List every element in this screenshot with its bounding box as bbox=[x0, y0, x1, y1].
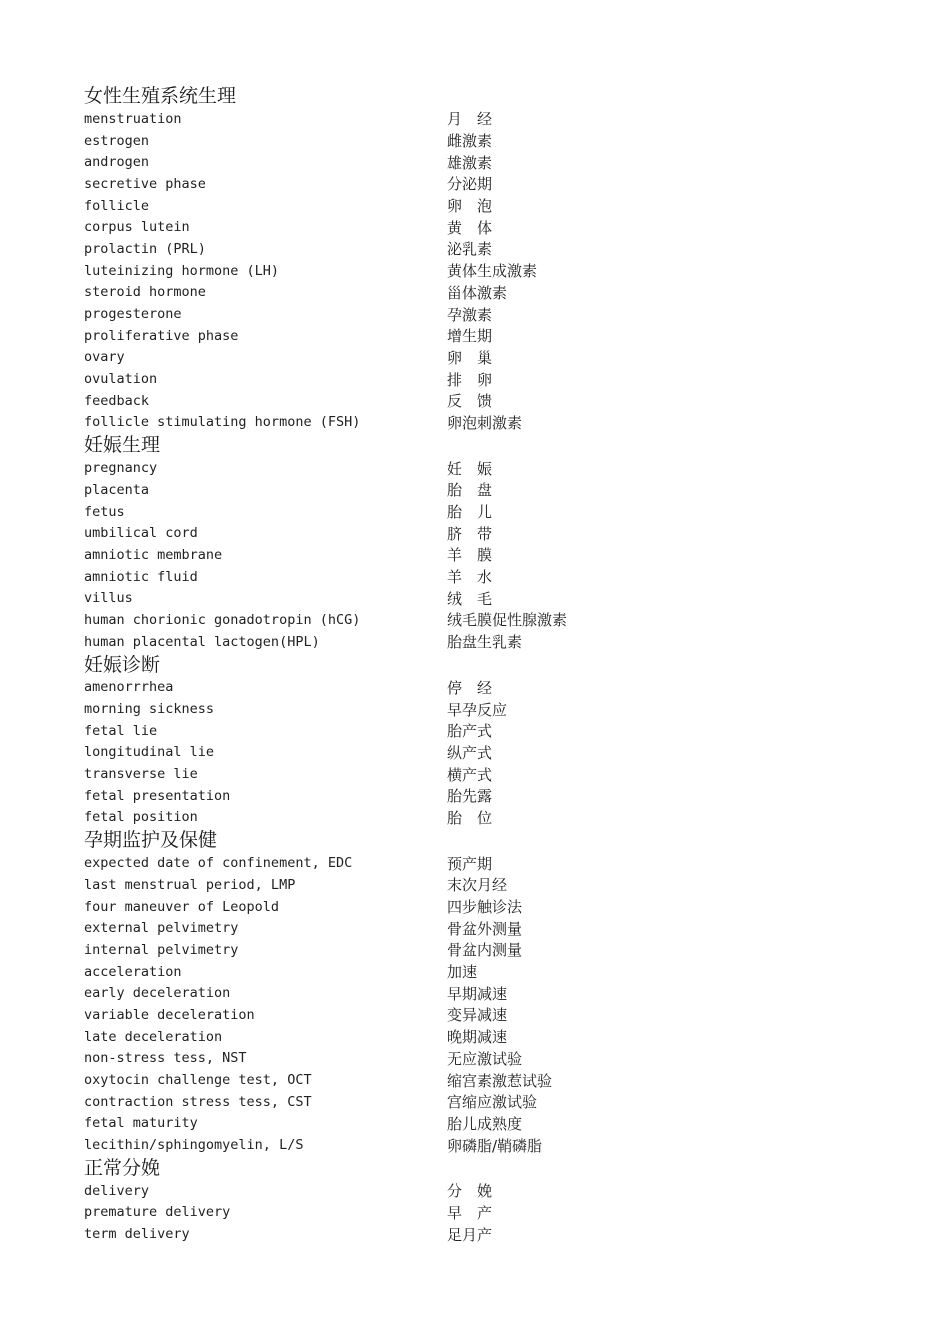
glossary-section bbox=[84, 1156, 884, 1245]
term-row bbox=[84, 1091, 884, 1113]
chinese-term: 无应激试验 bbox=[447, 1049, 523, 1068]
section-title: 妊娠诊断 bbox=[84, 653, 161, 676]
chinese-term: 妊 娠 bbox=[447, 459, 493, 478]
english-term: villus bbox=[84, 590, 133, 607]
section-title: 妊娠生理 bbox=[84, 434, 161, 457]
term-row bbox=[84, 961, 884, 983]
english-term: human placental lactogen(HPL) bbox=[84, 633, 320, 650]
chinese-term: 绒毛膜促性腺激素 bbox=[447, 611, 568, 630]
chinese-term: 早期减速 bbox=[447, 984, 508, 1003]
chinese-term: 加速 bbox=[447, 963, 478, 982]
english-term: delivery bbox=[84, 1182, 150, 1199]
chinese-term: 卵泡刺激素 bbox=[447, 413, 523, 432]
english-term: menstruation bbox=[84, 110, 182, 127]
glossary-section bbox=[84, 828, 884, 1156]
term-row bbox=[84, 216, 884, 238]
english-term: expected date of confinement, EDC bbox=[84, 855, 353, 872]
english-term: secretive phase bbox=[84, 175, 206, 192]
chinese-term: 宫缩应激试验 bbox=[447, 1093, 538, 1112]
chinese-term: 黄体生成激素 bbox=[447, 262, 538, 281]
term-row bbox=[84, 1069, 884, 1091]
english-term: pregnancy bbox=[84, 460, 158, 477]
term-row bbox=[84, 479, 884, 501]
term-row bbox=[84, 763, 884, 785]
term-row bbox=[84, 677, 884, 699]
chinese-term: 黄 体 bbox=[447, 218, 493, 237]
section-title: 女性生殖系统生理 bbox=[84, 85, 237, 107]
chinese-term: 脐 带 bbox=[447, 524, 493, 543]
english-term: progesterone bbox=[84, 306, 182, 323]
english-term: steroid hormone bbox=[84, 284, 206, 301]
term-row bbox=[84, 1202, 884, 1224]
term-row bbox=[84, 917, 884, 939]
english-term: feedback bbox=[84, 392, 150, 409]
english-term: morning sickness bbox=[84, 701, 215, 718]
term-row bbox=[84, 807, 884, 829]
term-row bbox=[84, 238, 884, 260]
chinese-term: 骨盆外测量 bbox=[447, 919, 523, 938]
chinese-term: 增生期 bbox=[447, 327, 493, 346]
chinese-term: 孕激素 bbox=[447, 305, 493, 324]
term-row bbox=[84, 1223, 884, 1245]
chinese-term: 横产式 bbox=[447, 765, 493, 784]
chinese-term: 泌乳素 bbox=[447, 240, 493, 259]
term-row bbox=[84, 609, 884, 631]
term-row bbox=[84, 544, 884, 566]
english-term: estrogen bbox=[84, 132, 150, 149]
term-row bbox=[84, 260, 884, 282]
term-row bbox=[84, 1134, 884, 1156]
term-row bbox=[84, 412, 884, 434]
english-term: lecithin/sphingomyelin, L/S bbox=[84, 1137, 304, 1154]
english-term: fetal presentation bbox=[84, 787, 231, 804]
term-row bbox=[84, 173, 884, 195]
section-title: 正常分娩 bbox=[84, 1156, 161, 1179]
term-row bbox=[84, 130, 884, 152]
term-row bbox=[84, 1004, 884, 1026]
english-term: ovary bbox=[84, 349, 125, 366]
chinese-term: 排 卵 bbox=[447, 370, 493, 389]
chinese-term: 甾体激素 bbox=[447, 283, 508, 302]
english-term: internal pelvimetry bbox=[84, 941, 239, 958]
chinese-term: 足月产 bbox=[447, 1225, 493, 1244]
term-row bbox=[84, 742, 884, 764]
glossary-document bbox=[84, 84, 884, 1245]
chinese-term: 胎盘生乳素 bbox=[447, 633, 523, 652]
chinese-term: 变异减速 bbox=[447, 1006, 508, 1025]
term-row bbox=[84, 195, 884, 217]
chinese-term: 羊 水 bbox=[447, 568, 493, 587]
chinese-term: 雌激素 bbox=[447, 132, 493, 151]
term-row bbox=[84, 566, 884, 588]
chinese-term: 胎儿成熟度 bbox=[447, 1114, 523, 1133]
chinese-term: 末次月经 bbox=[447, 876, 508, 895]
chinese-term: 晚期减速 bbox=[447, 1028, 508, 1047]
term-row bbox=[84, 874, 884, 896]
section-title: 孕期监护及保健 bbox=[84, 829, 218, 852]
english-term: external pelvimetry bbox=[84, 920, 239, 937]
english-term: fetal lie bbox=[84, 722, 158, 739]
english-term: acceleration bbox=[84, 963, 182, 980]
chinese-term: 停 经 bbox=[447, 678, 493, 697]
term-row bbox=[84, 522, 884, 544]
chinese-term: 卵 泡 bbox=[447, 197, 493, 216]
english-term: follicle bbox=[84, 197, 150, 214]
english-term: androgen bbox=[84, 154, 150, 171]
term-row bbox=[84, 982, 884, 1004]
term-row bbox=[84, 368, 884, 390]
chinese-term: 胎产式 bbox=[447, 722, 493, 741]
english-term: ovulation bbox=[84, 371, 158, 388]
english-term: last menstrual period, LMP bbox=[84, 876, 296, 893]
chinese-term: 羊 膜 bbox=[447, 546, 493, 565]
term-row bbox=[84, 1026, 884, 1048]
english-term: amniotic membrane bbox=[84, 546, 223, 563]
english-term: amenorrrhea bbox=[84, 679, 174, 696]
english-term: term delivery bbox=[84, 1226, 190, 1243]
term-row bbox=[84, 852, 884, 874]
chinese-term: 骨盆内测量 bbox=[447, 941, 523, 960]
glossary-section bbox=[84, 84, 884, 433]
term-row bbox=[84, 939, 884, 961]
english-term: longitudinal lie bbox=[84, 744, 215, 761]
chinese-term: 缩宫素激惹试验 bbox=[447, 1071, 553, 1090]
english-term: placenta bbox=[84, 481, 150, 498]
term-row bbox=[84, 631, 884, 653]
term-row bbox=[84, 587, 884, 609]
english-term: transverse lie bbox=[84, 766, 198, 783]
english-term: fetal position bbox=[84, 809, 198, 826]
chinese-term: 纵产式 bbox=[447, 743, 493, 762]
glossary-section bbox=[84, 433, 884, 652]
glossary-section bbox=[84, 653, 884, 829]
chinese-term: 胎 儿 bbox=[447, 503, 493, 522]
term-row bbox=[84, 501, 884, 523]
english-term: fetal maturity bbox=[84, 1115, 198, 1132]
english-term: oxytocin challenge test, OCT bbox=[84, 1072, 312, 1089]
term-row bbox=[84, 698, 884, 720]
chinese-term: 反 馈 bbox=[447, 392, 493, 411]
english-term: amniotic fluid bbox=[84, 568, 198, 585]
english-term: contraction stress tess, CST bbox=[84, 1093, 312, 1110]
english-term: premature delivery bbox=[84, 1204, 231, 1221]
term-row bbox=[84, 108, 884, 130]
english-term: follicle stimulating hormone (FSH) bbox=[84, 414, 361, 431]
chinese-term: 卵 巢 bbox=[447, 348, 493, 367]
english-term: variable deceleration bbox=[84, 1006, 255, 1023]
term-row bbox=[84, 347, 884, 369]
chinese-term: 雄激素 bbox=[447, 153, 493, 172]
term-row bbox=[84, 1180, 884, 1202]
english-term: human chorionic gonadotropin (hCG) bbox=[84, 611, 361, 628]
term-row bbox=[84, 785, 884, 807]
chinese-term: 预产期 bbox=[447, 854, 493, 873]
chinese-term: 四步触诊法 bbox=[447, 898, 523, 917]
term-row bbox=[84, 1048, 884, 1070]
english-term: proliferative phase bbox=[84, 327, 239, 344]
english-term: four maneuver of Leopold bbox=[84, 898, 280, 915]
chinese-term: 绒 毛 bbox=[447, 589, 493, 608]
term-row bbox=[84, 1113, 884, 1135]
chinese-term: 月 经 bbox=[447, 110, 493, 129]
term-row bbox=[84, 390, 884, 412]
term-row bbox=[84, 720, 884, 742]
term-row bbox=[84, 896, 884, 918]
chinese-term: 分泌期 bbox=[447, 175, 493, 194]
chinese-term: 胎先露 bbox=[447, 787, 493, 806]
term-row bbox=[84, 457, 884, 479]
english-term: fetus bbox=[84, 503, 125, 520]
english-term: early deceleration bbox=[84, 985, 231, 1002]
chinese-term: 卵磷脂/鞘磷脂 bbox=[447, 1136, 543, 1155]
term-row bbox=[84, 325, 884, 347]
chinese-term: 胎 位 bbox=[447, 808, 493, 827]
english-term: umbilical cord bbox=[84, 525, 198, 542]
term-row bbox=[84, 282, 884, 304]
term-row bbox=[84, 151, 884, 173]
chinese-term: 早 产 bbox=[447, 1203, 493, 1222]
english-term: prolactin (PRL) bbox=[84, 240, 206, 257]
english-term: non-stress tess, NST bbox=[84, 1050, 247, 1067]
chinese-term: 胎 盘 bbox=[447, 481, 493, 500]
chinese-term: 早孕反应 bbox=[447, 700, 508, 719]
english-term: late deceleration bbox=[84, 1028, 223, 1045]
english-term: corpus lutein bbox=[84, 219, 190, 236]
term-row bbox=[84, 303, 884, 325]
chinese-term: 分 娩 bbox=[447, 1182, 493, 1201]
english-term: luteinizing hormone (LH) bbox=[84, 262, 280, 279]
